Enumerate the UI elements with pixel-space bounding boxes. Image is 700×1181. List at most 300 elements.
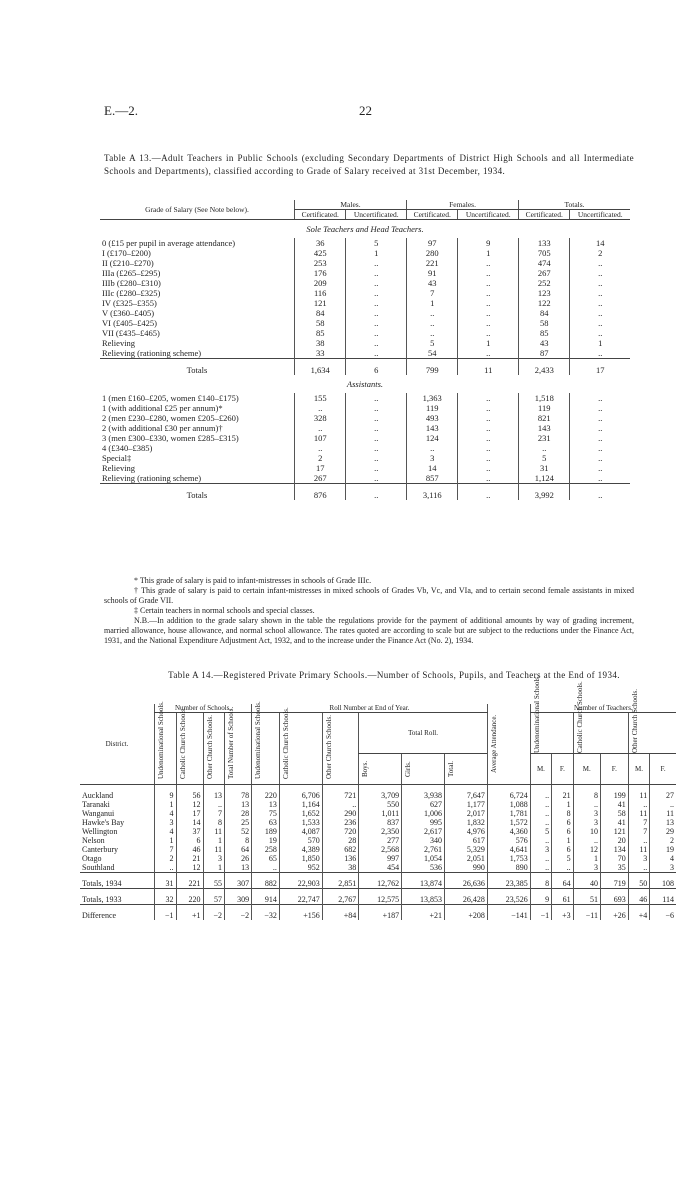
footnotes — [104, 576, 634, 646]
cell: .. — [570, 258, 630, 268]
cell: 1,124 — [519, 473, 570, 484]
cell: .. — [570, 278, 630, 288]
cell: 4,389 — [279, 845, 322, 854]
cell: 8 — [203, 818, 225, 827]
row-label: Relieving (rationing scheme) — [102, 473, 202, 483]
cell: 1,177 — [445, 800, 488, 809]
cell: .. — [573, 800, 600, 809]
cell: .. — [407, 328, 458, 338]
cell: 1,533 — [279, 818, 322, 827]
cell: 1 — [155, 836, 177, 845]
cell: −141 — [487, 905, 530, 921]
cell: 11 — [203, 827, 225, 836]
cell: .. — [530, 863, 551, 873]
cell: 1,832 — [445, 818, 488, 827]
cell: 19 — [650, 845, 676, 854]
cell: .. — [346, 453, 407, 463]
row-label: Auckland — [82, 791, 114, 800]
cell: .. — [530, 785, 551, 801]
cell: 41 — [600, 800, 628, 809]
sub-col: Catholic Church Schools. — [279, 713, 322, 785]
row-label: 4 (£340–£385) — [102, 443, 153, 453]
table-row — [100, 248, 630, 258]
sub-col: Undenominational Schools. — [252, 713, 280, 785]
cell: 176 — [295, 268, 346, 278]
cell: 85 — [295, 328, 346, 338]
cell: .. — [552, 863, 573, 873]
group-num-schools: Number of Schools. — [155, 704, 252, 713]
mf-col: M. — [628, 754, 649, 785]
table-row — [100, 433, 630, 443]
cell: 258 — [252, 845, 280, 854]
cell: 1,006 — [402, 809, 445, 818]
cell: .. — [570, 393, 630, 403]
cell: 22,903 — [279, 873, 322, 889]
col-avg-att: Average Attendance. — [487, 704, 530, 785]
cell: 2,761 — [402, 845, 445, 854]
cell: 1 — [458, 338, 519, 348]
cell: 209 — [295, 278, 346, 288]
table-row — [100, 393, 630, 403]
cell: 705 — [519, 248, 570, 258]
cell: 236 — [322, 818, 359, 827]
cell: 55 — [203, 873, 225, 889]
cell: 31 — [155, 873, 177, 889]
section-title: Assistants. — [346, 379, 384, 389]
cell: 84 — [519, 308, 570, 318]
cell: .. — [570, 348, 630, 359]
cell: 5 — [407, 338, 458, 348]
col-district: District. — [80, 704, 155, 785]
footnote: † This grade of salary is paid to certain infant-mistresses in mixed schools of Grades Vb, Vc, and VIa, and to certain second female assistants in mixed schools of Grade VII. — [104, 586, 634, 605]
cell: 1,634 — [295, 359, 346, 376]
table-row — [100, 238, 630, 248]
cell: 719 — [600, 873, 628, 889]
cell: 990 — [445, 863, 488, 873]
cell: 309 — [225, 889, 252, 905]
cell: .. — [407, 318, 458, 328]
cell: 38 — [322, 863, 359, 873]
sub-col: Catholic Church Schools. — [573, 713, 628, 754]
cell: 64 — [552, 873, 573, 889]
cell: 119 — [519, 403, 570, 413]
nb-note: N.B.—In addition to the grade salary shown in the table the regulations provide for the payment of additional amounts by way of grading increment, married allowance, house allowance, and normal school allowance. The rates quoted are according to scale but are subject to the reductions under the Finance Act, 1931, and the National Expenditure Adjustment Act, 1932, and to the increase under the Finance Act (No. 2), 1934. — [104, 616, 634, 645]
cell: 3 — [573, 809, 600, 818]
cell: 6 — [552, 818, 573, 827]
cell: 22,747 — [279, 889, 322, 905]
cell: 41 — [600, 818, 628, 827]
section-assistants — [100, 375, 630, 393]
cell: 54 — [407, 348, 458, 359]
group-roll: Roll Number at End of Year. — [252, 704, 488, 713]
sub-col: Undenominational Schools. — [155, 713, 177, 785]
cell: 3 — [155, 818, 177, 827]
cell: .. — [573, 836, 600, 845]
cell: .. — [530, 809, 551, 818]
cell: .. — [346, 463, 407, 473]
cell: 2,433 — [519, 359, 570, 376]
cell: 2,568 — [359, 845, 402, 854]
cell: 12,762 — [359, 873, 402, 889]
cell: .. — [346, 348, 407, 359]
cell: 57 — [203, 889, 225, 905]
cell: 21 — [552, 785, 573, 801]
cell: .. — [650, 800, 676, 809]
cell: 220 — [176, 889, 203, 905]
cell: 11 — [458, 359, 519, 376]
row-label: V (£360–£405) — [102, 308, 155, 318]
cell: .. — [570, 473, 630, 484]
cell: 11 — [628, 785, 649, 801]
sub-col: Total Number of Schools. — [225, 713, 252, 785]
table-row — [100, 288, 630, 298]
footnote: ‡ Certain teachers in normal schools and special classes. — [134, 606, 315, 615]
cell: 27 — [650, 785, 676, 801]
cell: 11 — [650, 809, 676, 818]
cell: .. — [346, 393, 407, 403]
cell: 2,617 — [402, 827, 445, 836]
cell: 121 — [295, 298, 346, 308]
cell: +84 — [322, 905, 359, 921]
cell: 58 — [295, 318, 346, 328]
sub-col: Girls. — [402, 754, 445, 785]
table-row — [80, 785, 676, 801]
cell: 143 — [407, 423, 458, 433]
cell: 890 — [487, 863, 530, 873]
cell: 189 — [252, 827, 280, 836]
row-label: I (£170–£200) — [102, 248, 151, 258]
table-row — [100, 463, 630, 473]
row-label: 0 (£15 per pupil in average attendance) — [102, 238, 236, 248]
cell: 576 — [487, 836, 530, 845]
cell: 91 — [407, 268, 458, 278]
cell: .. — [346, 298, 407, 308]
cell: .. — [530, 836, 551, 845]
table-row — [80, 836, 676, 845]
cell: −1 — [530, 905, 551, 921]
cell: 28 — [322, 836, 359, 845]
cell: 17 — [570, 359, 630, 376]
cell: 307 — [225, 873, 252, 889]
cell: 61 — [552, 889, 573, 905]
cell: 1 — [458, 248, 519, 258]
cell: 6 — [552, 827, 573, 836]
cell: 13,853 — [402, 889, 445, 905]
row-label: VII (£435–£465) — [102, 328, 160, 338]
cell: 9 — [155, 785, 177, 801]
cell: −1 — [155, 905, 177, 921]
cell: 70 — [600, 854, 628, 863]
table-row — [100, 453, 630, 463]
cell: 267 — [519, 268, 570, 278]
cell: 6 — [346, 359, 407, 376]
group-total-roll: Total Roll. — [359, 713, 488, 754]
cell: 857 — [407, 473, 458, 484]
cell: 11 — [628, 809, 649, 818]
cell: 4,641 — [487, 845, 530, 854]
table-row — [80, 818, 676, 827]
cell: 290 — [322, 809, 359, 818]
cell: 4 — [155, 827, 177, 836]
cell: 36 — [295, 238, 346, 248]
cell: 252 — [519, 278, 570, 288]
cell: 3 — [203, 854, 225, 863]
cell: 8 — [530, 873, 551, 889]
cell: .. — [346, 258, 407, 268]
cell: 6,706 — [279, 785, 322, 801]
cell: .. — [346, 278, 407, 288]
cell: 7 — [628, 827, 649, 836]
cell: 5 — [346, 238, 407, 248]
cell: .. — [570, 453, 630, 463]
cell: 85 — [519, 328, 570, 338]
row-label: IIIc (£280–£325) — [102, 288, 161, 298]
cell: 221 — [176, 873, 203, 889]
cell: 23,526 — [487, 889, 530, 905]
cell: .. — [570, 413, 630, 423]
totals-row — [80, 873, 676, 889]
cell: +4 — [628, 905, 649, 921]
cell: 280 — [407, 248, 458, 258]
cell: 821 — [519, 413, 570, 423]
cell: 14 — [570, 238, 630, 248]
cell: 8 — [225, 836, 252, 845]
cell: 14 — [176, 818, 203, 827]
table-row — [100, 338, 630, 348]
cell: .. — [295, 423, 346, 433]
cell: 1,572 — [487, 818, 530, 827]
cell: 1 — [552, 836, 573, 845]
row-label: Relieving (rationing scheme) — [102, 348, 202, 358]
footnote: * This grade of salary is paid to infant-mistresses in schools of Grade IIIc. — [134, 576, 372, 585]
cell: .. — [295, 403, 346, 413]
cell: 12 — [176, 800, 203, 809]
difference-row — [80, 905, 676, 921]
cell: 13 — [252, 800, 280, 809]
cell: .. — [322, 800, 359, 809]
cell: .. — [346, 328, 407, 338]
cell: 1,011 — [359, 809, 402, 818]
cell: 1,164 — [279, 800, 322, 809]
cell: .. — [458, 258, 519, 268]
cell: 58 — [519, 318, 570, 328]
cell: .. — [346, 473, 407, 484]
row-label: Otago — [82, 854, 102, 863]
cell: 6 — [552, 845, 573, 854]
cell: 231 — [519, 433, 570, 443]
cell: 26 — [225, 854, 252, 863]
cell: 133 — [519, 238, 570, 248]
cell: 882 — [252, 873, 280, 889]
cell: 3,116 — [407, 484, 458, 501]
row-label: VI (£405–£425) — [102, 318, 158, 328]
cell: 32 — [155, 889, 177, 905]
cell: .. — [570, 308, 630, 318]
section-title: Sole Teachers and Head Teachers. — [306, 224, 424, 234]
row-label: Wellington — [82, 827, 118, 836]
cell: 13 — [650, 818, 676, 827]
cell: 38 — [295, 338, 346, 348]
cell: 952 — [279, 863, 322, 873]
cell: .. — [458, 298, 519, 308]
table-row — [100, 348, 630, 359]
cell: 3 — [573, 818, 600, 827]
cell: 340 — [402, 836, 445, 845]
cell: 1,850 — [279, 854, 322, 863]
cell: 536 — [402, 863, 445, 873]
mf-col: F. — [552, 754, 573, 785]
cell: .. — [407, 308, 458, 318]
group-males: Males. — [295, 200, 407, 210]
table-row — [100, 318, 630, 328]
cell: 1,363 — [407, 393, 458, 403]
cell: 4,976 — [445, 827, 488, 836]
cell: 1 — [155, 800, 177, 809]
cell: 328 — [295, 413, 346, 423]
mf-col: M. — [530, 754, 551, 785]
cell: .. — [458, 413, 519, 423]
cell: 107 — [295, 433, 346, 443]
cell: .. — [458, 348, 519, 359]
cell: 64 — [225, 845, 252, 854]
cell: .. — [570, 433, 630, 443]
cell: 5 — [519, 453, 570, 463]
cell: 199 — [600, 785, 628, 801]
cell: 3,709 — [359, 785, 402, 801]
group-totals: Totals. — [519, 200, 630, 210]
cell: 155 — [295, 393, 346, 403]
cell: 2,350 — [359, 827, 402, 836]
cell: .. — [203, 800, 225, 809]
cell: .. — [458, 278, 519, 288]
cell: 454 — [359, 863, 402, 873]
row-label: Southland — [82, 863, 115, 872]
table-row — [80, 854, 676, 863]
row-label: 2 (men £230–£280, women £205–£260) — [102, 413, 239, 423]
cell: 627 — [402, 800, 445, 809]
cell: 136 — [322, 854, 359, 863]
cell: 40 — [573, 873, 600, 889]
row-label: Totals, 1934 — [80, 873, 155, 889]
table-row — [100, 413, 630, 423]
cell: 12 — [176, 863, 203, 873]
cell: .. — [346, 443, 407, 453]
cell: 108 — [650, 873, 676, 889]
cell: 46 — [628, 889, 649, 905]
cell: 17 — [176, 809, 203, 818]
row-label: 1 (men £160–£205, women £140–£175) — [102, 393, 239, 403]
cell: 9 — [530, 889, 551, 905]
cell: 2 — [155, 854, 177, 863]
page-number: 22 — [359, 103, 372, 118]
cell: 493 — [407, 413, 458, 423]
cell: 221 — [407, 258, 458, 268]
cell: 267 — [295, 473, 346, 484]
cell: 26,428 — [445, 889, 488, 905]
cell: 7,647 — [445, 785, 488, 801]
cell: 33 — [295, 348, 346, 359]
cell: .. — [530, 800, 551, 809]
cell: 122 — [519, 298, 570, 308]
totals-row — [80, 889, 676, 905]
table-row — [100, 308, 630, 318]
cell: 5 — [552, 854, 573, 863]
cell: +208 — [445, 905, 488, 921]
cell: 25 — [225, 818, 252, 827]
cell: .. — [155, 863, 177, 873]
sub-col: Total. — [445, 754, 488, 785]
cell: −32 — [252, 905, 280, 921]
row-label: 3 (men £300–£330, women £285–£315) — [102, 433, 239, 443]
cell: 277 — [359, 836, 402, 845]
cell: .. — [570, 298, 630, 308]
cell: 6 — [176, 836, 203, 845]
group-teachers: Number of Teachers. — [530, 704, 676, 713]
table-row — [100, 473, 630, 484]
table-row — [80, 809, 676, 818]
sub-uncert: Uncertificated. — [346, 210, 407, 220]
col-grade-header: Grade of Salary (See Note below). — [100, 200, 295, 220]
cell: .. — [458, 433, 519, 443]
cell: .. — [628, 836, 649, 845]
sub-uncert: Uncertificated. — [458, 210, 519, 220]
sub-col: Other Church Schools. — [322, 713, 359, 785]
sub-col: Other Church Schools. — [203, 713, 225, 785]
sub-cert: Certificated. — [295, 210, 346, 220]
cell: 13,874 — [402, 873, 445, 889]
cell: 84 — [295, 308, 346, 318]
table-row — [80, 827, 676, 836]
cell: .. — [458, 423, 519, 433]
cell: 1,054 — [402, 854, 445, 863]
cell: 3 — [530, 845, 551, 854]
cell: 43 — [519, 338, 570, 348]
cell: .. — [346, 484, 407, 501]
cell: 124 — [407, 433, 458, 443]
cell: 5 — [530, 827, 551, 836]
cell: 143 — [519, 423, 570, 433]
group-females: Females. — [407, 200, 519, 210]
totals-row — [100, 359, 630, 376]
cell: 474 — [519, 258, 570, 268]
sub-col: Catholic Church Schools. — [176, 713, 203, 785]
mf-col: M. — [573, 754, 600, 785]
cell: 4,360 — [487, 827, 530, 836]
cell: 13 — [225, 800, 252, 809]
row-label: IIIa (£265–£295) — [102, 268, 161, 278]
cell: 9 — [458, 238, 519, 248]
cell: 97 — [407, 238, 458, 248]
table-row — [100, 268, 630, 278]
cell: 13 — [203, 785, 225, 801]
cell: .. — [346, 423, 407, 433]
cell: 4 — [650, 854, 676, 863]
cell: 837 — [359, 818, 402, 827]
cell: .. — [530, 818, 551, 827]
cell: 3,992 — [519, 484, 570, 501]
cell: 425 — [295, 248, 346, 258]
cell: 1,753 — [487, 854, 530, 863]
row-label: Canterbury — [82, 845, 118, 854]
cell: 8 — [552, 809, 573, 818]
cell: 997 — [359, 854, 402, 863]
cell: 617 — [445, 836, 488, 845]
cell: 2,767 — [322, 889, 359, 905]
row-label: Difference — [80, 905, 155, 921]
cell: 995 — [402, 818, 445, 827]
cell: 2 — [295, 453, 346, 463]
cell: .. — [570, 288, 630, 298]
